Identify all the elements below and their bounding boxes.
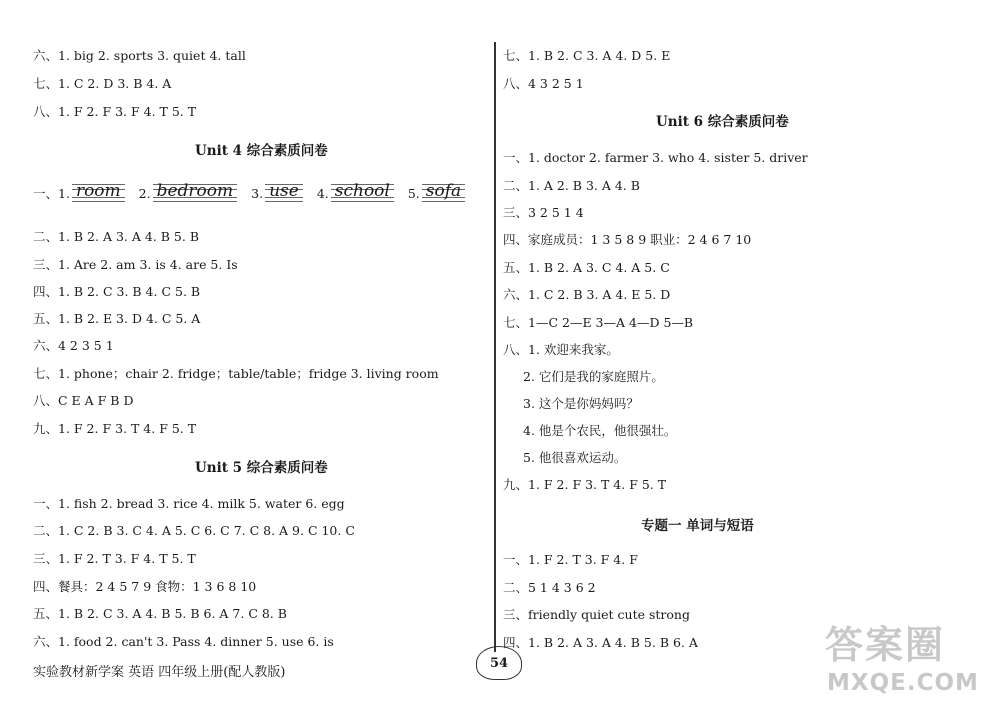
answer-line: 五、1. B 2. E 3. D 4. C 5. A <box>33 311 201 326</box>
answer-line: 五、1. B 2. C 3. A 4. B 5. B 6. A 7. C 8. B <box>33 606 287 621</box>
column-divider <box>494 42 496 652</box>
handwriting-box: sofa <box>422 180 465 206</box>
page-number <box>476 646 522 680</box>
answer-line: 九、1. F 2. F 3. T 4. F 5. T <box>503 477 667 492</box>
handwriting-item: 2. bedroom <box>139 180 237 206</box>
answer-line: 二、1. B 2. A 3. A 4. B 5. B <box>33 229 200 244</box>
answer-line: 一、1. fish 2. bread 3. rice 4. milk 5. water 6. egg <box>33 496 345 511</box>
answer-line: 二、1. A 2. B 3. A 4. B <box>503 178 640 193</box>
answer-line: 二、1. C 2. B 3. C 4. A 5. C 6. C 7. C 8. A 9. C 10. C <box>33 523 355 538</box>
section-title-topic1: 专题一 单词与短语 <box>641 518 754 534</box>
section-title-unit4: Unit 4 综合素质问卷 <box>195 143 328 159</box>
answer-line: 八、4 3 2 5 1 <box>503 76 584 91</box>
section-title-unit5: Unit 5 综合素质问卷 <box>195 460 328 476</box>
answer-line: 七、1. phone；chair 2. fridge；table/table；fridge 3. living room <box>33 366 439 381</box>
answer-line: 5. 他很喜欢运动。 <box>523 450 627 465</box>
answer-line: 八、1. F 2. F 3. F 4. T 5. T <box>33 104 197 119</box>
answer-line: 三、1. F 2. T 3. F 4. T 5. T <box>33 551 196 566</box>
answer-line: 九、1. F 2. F 3. T 4. F 5. T <box>33 421 197 436</box>
answer-line: 七、1. C 2. D 3. B 4. A <box>33 76 172 91</box>
answer-line: 七、1. B 2. C 3. A 4. D 5. E <box>503 48 671 63</box>
handwriting-answer-line <box>33 180 479 206</box>
handwriting-item <box>70 180 125 206</box>
page-number-text: 54 <box>489 655 509 671</box>
answer-line: 四、1. B 2. A 3. A 4. B 5. B 6. A <box>503 635 698 650</box>
question-prefix: 一、1. <box>33 186 70 201</box>
answer-line: 四、1. B 2. C 3. B 4. C 5. B <box>33 284 201 299</box>
section-title-unit6: Unit 6 综合素质问卷 <box>656 114 789 130</box>
handwriting-box: use <box>265 180 303 206</box>
handwriting-item: 4. school <box>317 180 394 206</box>
answer-line: 六、1. big 2. sports 3. quiet 4. tall <box>33 48 246 63</box>
answer-line: 三、1. Are 2. am 3. is 4. are 5. Is <box>33 257 238 272</box>
answer-line: 四、餐具：2 4 5 7 9 食物：1 3 6 8 10 <box>33 579 257 594</box>
answer-line: 五、1. B 2. A 3. C 4. A 5. C <box>503 260 670 275</box>
handwriting-box: school <box>331 180 394 206</box>
watermark-text-top: 答案圈 <box>825 623 946 667</box>
watermark-logo <box>825 622 990 706</box>
book-footer: 实验教材新学案 英语 四年级上册(配人教版) <box>33 665 286 680</box>
handwriting-item: 3. use <box>251 180 303 206</box>
answer-line: 八、1. 欢迎来我家。 <box>503 342 619 357</box>
answer-line: 三、3 2 5 1 4 <box>503 205 584 220</box>
answer-line: 二、5 1 4 3 6 2 <box>503 580 596 595</box>
answer-line: 四、家庭成员：1 3 5 8 9 职业：2 4 6 7 10 <box>503 232 752 247</box>
answer-line: 2. 它们是我的家庭照片。 <box>523 369 664 384</box>
answer-line: 六、1. C 2. B 3. A 4. E 5. D <box>503 287 671 302</box>
handwriting-box: room <box>72 180 125 206</box>
answer-line: 六、4 2 3 5 1 <box>33 338 114 353</box>
answer-line: 一、1. F 2. T 3. F 4. F <box>503 552 638 567</box>
handwriting-item: 5. sofa <box>408 180 465 206</box>
handwriting-box: bedroom <box>153 180 238 206</box>
answer-line: 六、1. food 2. can't 3. Pass 4. dinner 5. use 6. is <box>33 634 334 649</box>
answer-line: 七、1—C 2—E 3—A 4—D 5—B <box>503 315 694 330</box>
answer-line: 4. 他是个农民，他很强壮。 <box>523 423 677 438</box>
answer-line: 八、C E A F B D <box>33 393 134 408</box>
answer-line: 3. 这个是你妈妈吗？ <box>523 396 639 411</box>
answer-line: 一、1. doctor 2. farmer 3. who 4. sister 5. driver <box>503 150 808 165</box>
answer-line: 三、friendly quiet cute strong <box>503 607 690 622</box>
watermark-text-bottom: MXQE.COM <box>827 670 979 696</box>
